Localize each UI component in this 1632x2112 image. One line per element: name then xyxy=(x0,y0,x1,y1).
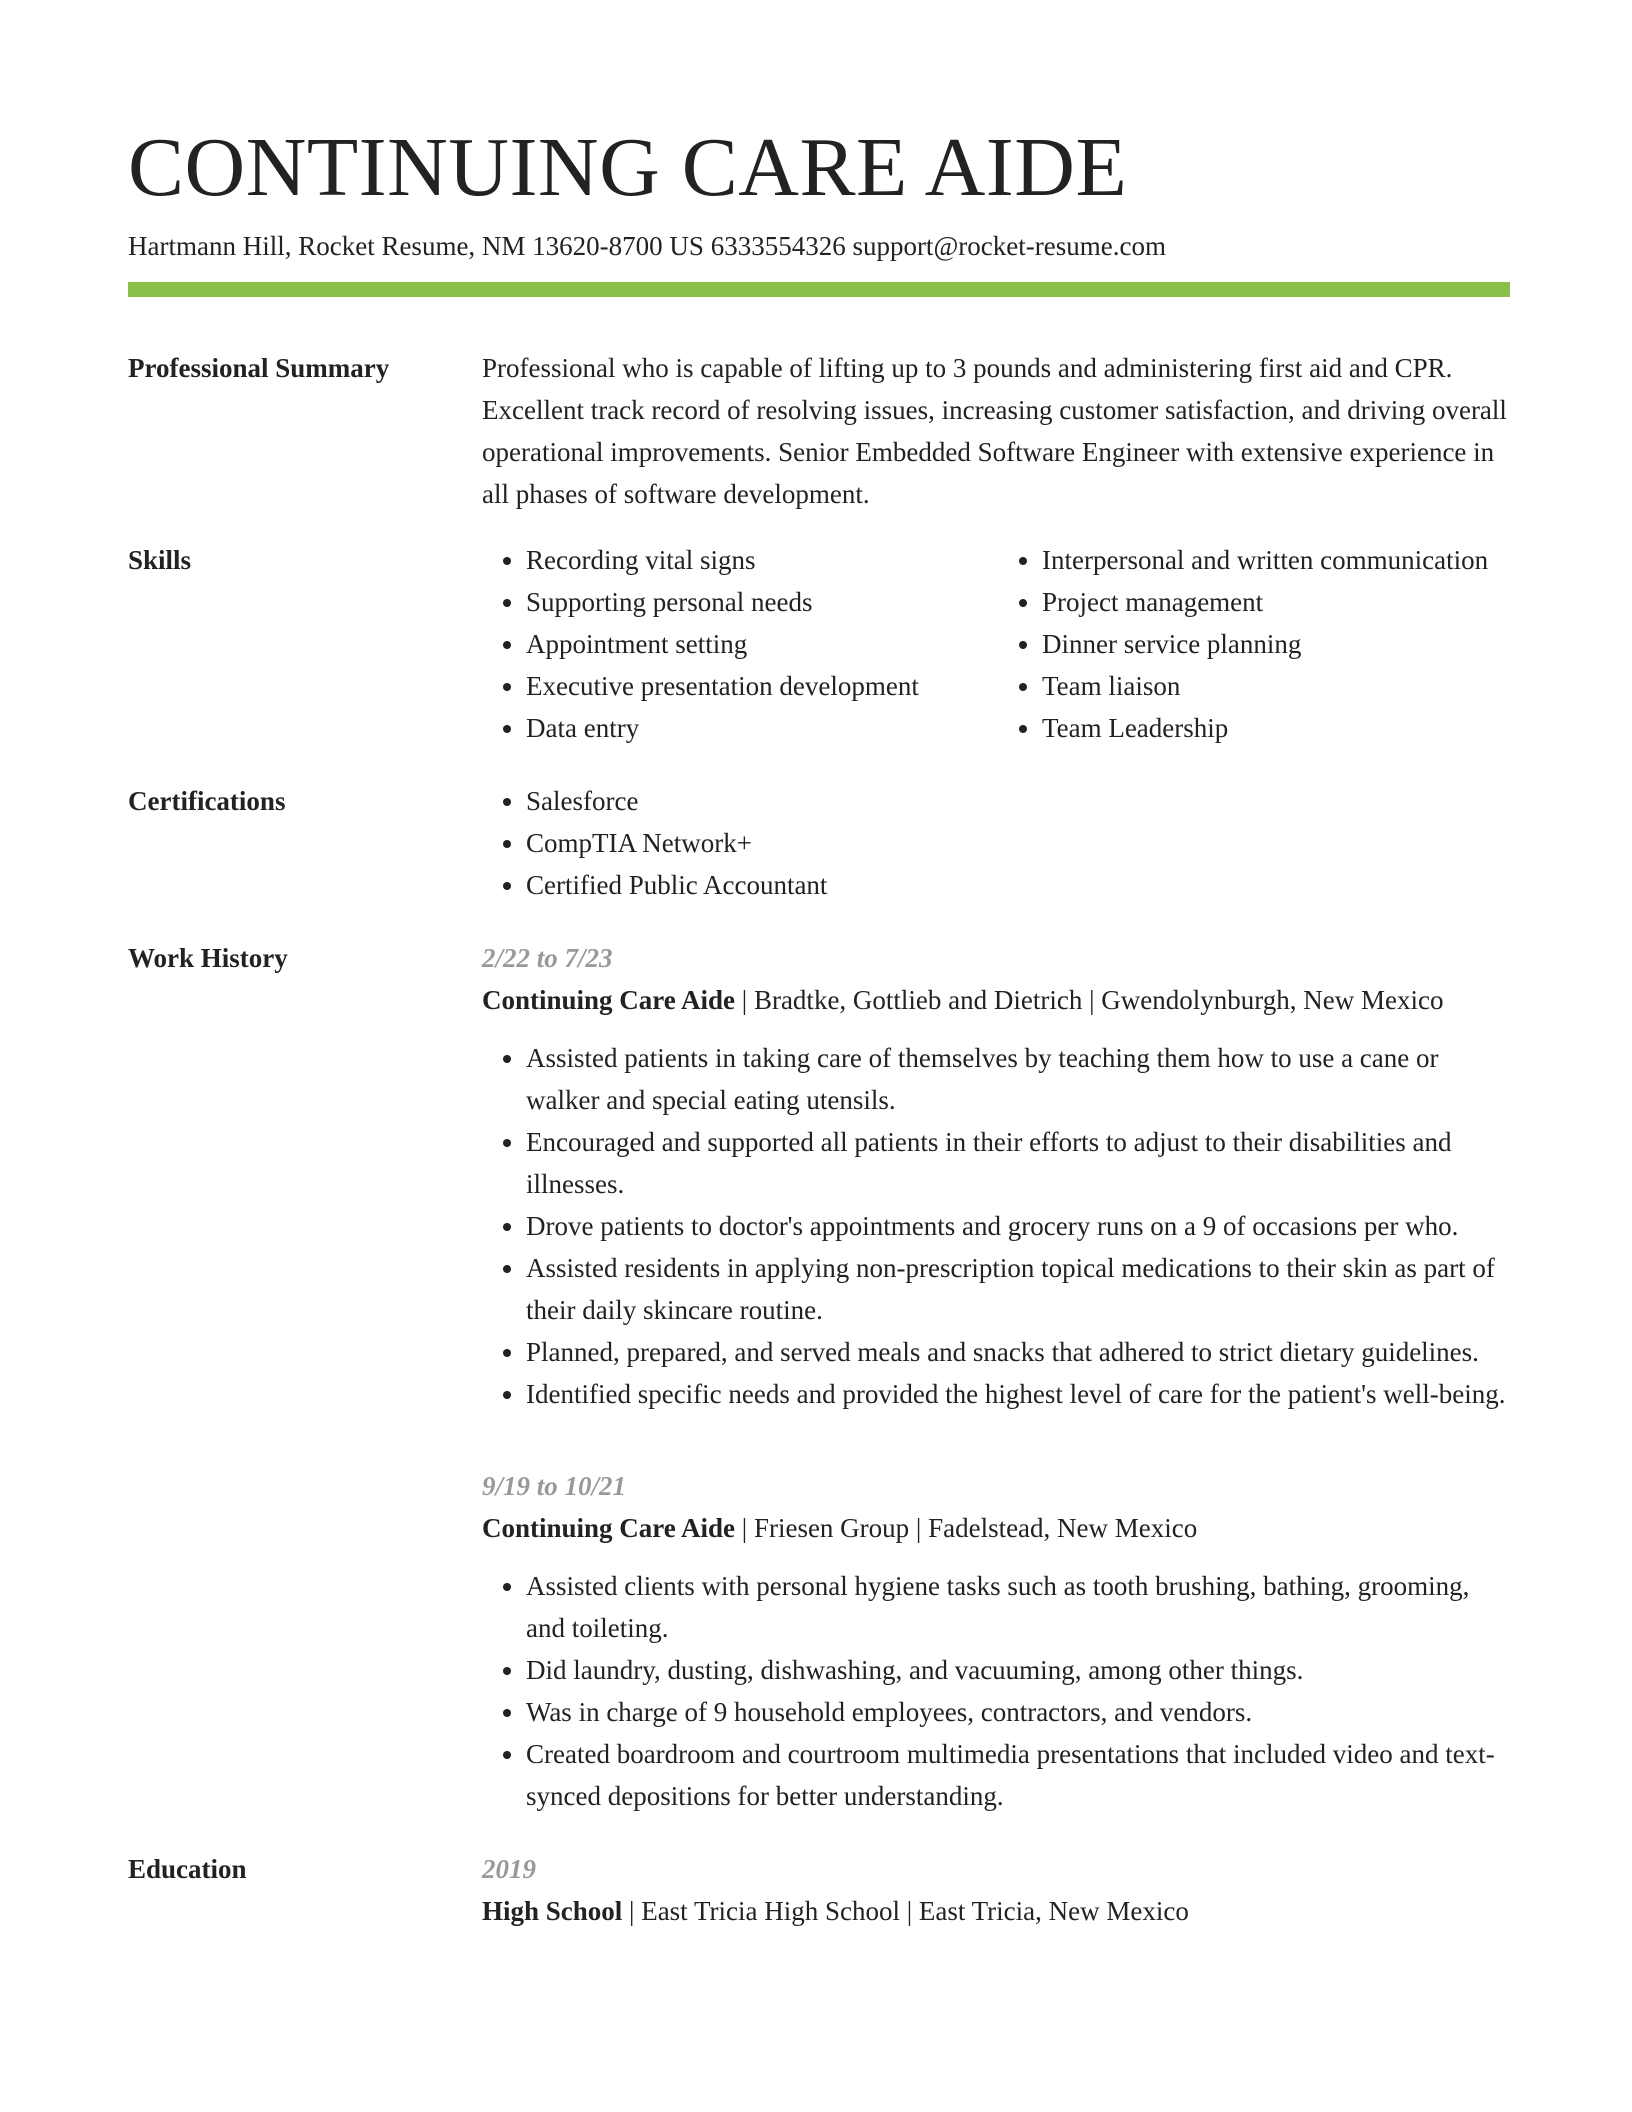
education-section xyxy=(128,1848,1510,1932)
job-bullet: • Assisted clients with personal hygiene tasks such as tooth brushing, bathing, grooming, and toileting. xyxy=(526,1565,1510,1649)
skill-item: • Executive presentation development xyxy=(526,665,994,707)
job-bullet: • Did laundry, dusting, dishwashing, and vacuuming, among other things. xyxy=(526,1649,1510,1691)
skills-section xyxy=(128,539,1510,749)
candidate-name: CONTINUING CARE AIDE xyxy=(128,121,1128,214)
certification-item: • Salesforce xyxy=(526,780,1510,822)
skill-item: • Data entry xyxy=(526,707,994,749)
job-bullet: • Assisted patients in taking care of themselves by teaching them how to use a cane or walker and special eating utensils. xyxy=(526,1037,1510,1121)
section-label-work-history: Work History xyxy=(128,943,288,973)
job-bullets xyxy=(482,1037,1510,1415)
education-title: High School xyxy=(482,1896,623,1926)
contact-line: Hartmann Hill, Rocket Resume, NM 13620-8700 US 6333554326 support@rocket-resume.com xyxy=(128,231,1166,261)
work-history-section xyxy=(128,937,1510,1817)
skills-list-right xyxy=(994,539,1510,749)
education-date: 2019 xyxy=(482,1854,536,1884)
skill-item: • Appointment setting xyxy=(526,623,994,665)
skill-item: • Project management xyxy=(1042,581,1510,623)
header-divider xyxy=(128,282,1510,297)
skill-item: • Supporting personal needs xyxy=(526,581,994,623)
job-heading xyxy=(482,979,1510,1021)
certification-item: • CompTIA Network+ xyxy=(526,822,1510,864)
job-heading xyxy=(482,1507,1510,1549)
section-label-education: Education xyxy=(128,1854,247,1884)
job-bullet: • Was in charge of 9 household employees, contractors, and vendors. xyxy=(526,1691,1510,1733)
job-details: | Bradtke, Gottlieb and Dietrich | Gwendolynburgh, New Mexico xyxy=(735,985,1444,1015)
certifications-list xyxy=(482,780,1510,906)
job-bullet: • Created boardroom and courtroom multimedia presentations that included video and text-synced depositions for better understanding. xyxy=(526,1733,1510,1817)
skill-item: • Recording vital signs xyxy=(526,539,994,581)
skill-item: • Interpersonal and written communication xyxy=(1042,539,1510,581)
summary-section xyxy=(128,347,1510,515)
job-bullet: • Identified specific needs and provided the highest level of care for the patient's well-being. xyxy=(526,1373,1510,1415)
certification-item: • Certified Public Accountant xyxy=(526,864,1510,906)
section-label-skills: Skills xyxy=(128,545,192,575)
skill-item: • Team Leadership xyxy=(1042,707,1510,749)
job-title: Continuing Care Aide xyxy=(482,985,736,1015)
skills-list-left xyxy=(482,539,994,749)
job-bullet: • Encouraged and supported all patients in their efforts to adjust to their disabilities and illnesses. xyxy=(526,1121,1510,1205)
job-entry xyxy=(482,937,1510,1415)
summary-text: Professional who is capable of lifting up to 3 pounds and administering first aid and CPR. Excellent track record of resolving issues, increasing customer satisfaction, and driving overall operational improvements. Senior Embedded Software Engineer with extensive experience in all phases of software development. xyxy=(482,353,1507,509)
certifications-section xyxy=(128,780,1510,906)
job-date: 2/22 to 7/23 xyxy=(482,943,613,973)
education-heading xyxy=(482,1890,1510,1932)
job-details: | Friesen Group | Fadelstead, New Mexico xyxy=(735,1513,1198,1543)
section-label-summary: Professional Summary xyxy=(128,353,390,383)
job-entry xyxy=(482,1465,1510,1817)
skill-item: • Team liaison xyxy=(1042,665,1510,707)
section-label-certifications: Certifications xyxy=(128,786,286,816)
job-bullet: • Assisted residents in applying non-prescription topical medications to their skin as part of their daily skincare routine. xyxy=(526,1247,1510,1331)
job-bullet: • Drove patients to doctor's appointments and grocery runs on a 9 of occasions per who. xyxy=(526,1205,1510,1247)
job-bullet: • Planned, prepared, and served meals and snacks that adhered to strict dietary guidelines. xyxy=(526,1331,1510,1373)
job-bullets xyxy=(482,1565,1510,1817)
job-title: Continuing Care Aide xyxy=(482,1513,736,1543)
skill-item: • Dinner service planning xyxy=(1042,623,1510,665)
education-details: | East Tricia High School | East Tricia, New Mexico xyxy=(622,1896,1189,1926)
resume-page xyxy=(128,118,1510,1932)
job-date: 9/19 to 10/21 xyxy=(482,1471,627,1501)
